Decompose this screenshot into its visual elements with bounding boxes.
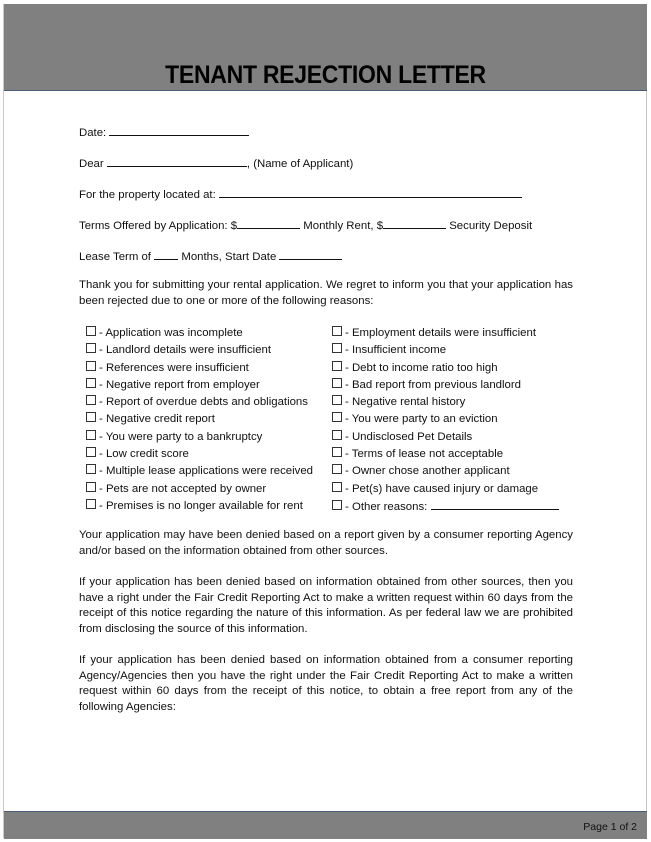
reason-label: - Pet(s) have caused injury or damage [345, 482, 539, 495]
paragraph-2: If your application has been denied based on information obtained from other sources, then you have a right under the Fair Credit Reporting Act to make a written request within 60 days from the receipt of this notice regarding the nature of this information. As per federal law we are prohibited from disclosing the source of this information. [79, 576, 573, 635]
checkbox[interactable] [86, 326, 96, 336]
reason-label: - Owner chose another applicant [345, 465, 510, 478]
reason-label: - Low credit score [99, 448, 189, 461]
start-date-field[interactable] [279, 248, 342, 260]
dear-suffix: , (Name of Applicant) [246, 158, 354, 170]
reason-label: - Negative credit report [99, 413, 215, 426]
footer-band [4, 811, 647, 839]
reason-item [332, 429, 559, 446]
checkbox[interactable] [332, 447, 342, 457]
reason-label: - Premises is no longer available for rent [99, 499, 303, 512]
checkbox[interactable] [332, 464, 342, 474]
checkbox[interactable] [86, 430, 96, 440]
reason-item [332, 463, 559, 480]
page-title: TENANT REJECTION LETTER [165, 61, 486, 89]
checkbox[interactable] [332, 482, 342, 492]
reason-label: - Multiple lease applications were received [99, 465, 313, 478]
terms-label: Terms Offered by Application: $ [79, 220, 238, 232]
reason-item [86, 446, 313, 463]
reason-item [86, 360, 313, 377]
checkbox[interactable] [332, 412, 342, 422]
reason-label: - Bad report from previous landlord [345, 378, 522, 391]
reason-label: - Pets are not accepted by owner [99, 482, 267, 495]
reason-label: - Employment details were insufficient [345, 327, 536, 339]
property-label: For the property located at: [79, 189, 216, 201]
checkbox[interactable] [86, 447, 96, 457]
reason-item [86, 429, 313, 446]
reason-label: - Application was incomplete [99, 327, 243, 339]
checkbox[interactable] [86, 499, 96, 509]
reason-item [332, 446, 559, 463]
date-line [79, 124, 249, 139]
lease-months-field[interactable] [154, 248, 178, 260]
checkbox[interactable] [332, 430, 342, 440]
checkbox[interactable] [86, 361, 96, 371]
monthly-rent-field[interactable] [237, 217, 300, 229]
checkbox[interactable] [86, 482, 96, 492]
dear-line [79, 155, 353, 170]
checkbox[interactable] [86, 412, 96, 422]
start-date-label: Months, Start Date [181, 251, 277, 263]
intro-paragraph: Thank you for submitting your rental application. We regret to inform you that your application has been rejected due to one or more of the following reasons: [79, 279, 573, 307]
lease-term-label: Lease Term of [79, 251, 151, 263]
reason-label: - You were party to a bankruptcy [99, 430, 263, 443]
reason-item [86, 481, 313, 498]
header-band [4, 4, 647, 91]
dear-label: Dear [79, 158, 104, 170]
lease-term-line [79, 248, 342, 263]
reason-label: - References were insufficient [99, 361, 249, 374]
checkbox[interactable] [332, 343, 342, 353]
checkbox[interactable] [332, 361, 342, 371]
security-deposit-field[interactable] [383, 217, 446, 229]
monthly-rent-label: Monthly Rent, $ [303, 220, 384, 232]
reason-item [86, 463, 313, 480]
reason-item [332, 325, 559, 342]
paragraph-1: Your application may have been denied based on a report given by a consumer reporting Agency and/or based on the information obtained from other sources. [79, 529, 573, 557]
reasons-right-column [332, 325, 559, 515]
reason-item [332, 377, 559, 394]
reason-label: - Negative rental history [345, 396, 466, 409]
reason-item [86, 325, 313, 342]
reason-label: - Landlord details were insufficient [99, 344, 272, 357]
date-field[interactable] [109, 124, 249, 136]
reason-label: - Terms of lease not acceptable [345, 448, 504, 461]
security-deposit-label: Security Deposit [449, 220, 533, 232]
reason-item [86, 498, 313, 515]
reason-item [86, 377, 313, 394]
checkbox[interactable] [86, 378, 96, 388]
reason-item [332, 360, 559, 377]
reasons-left-column [86, 325, 313, 515]
reason-item [332, 481, 559, 498]
reason-item [86, 394, 313, 411]
reason-label: - You were party to an eviction [345, 413, 498, 426]
checkbox[interactable] [332, 500, 342, 510]
date-label: Date: [79, 127, 107, 139]
checkbox[interactable] [86, 395, 96, 405]
paragraph-3: If your application has been denied based on information obtained from a consumer reporting Agency/Agencies then you have the right under the Fair Credit Reporting Act to make a written request within 60 days from the receipt of this notice, to obtain a free report from any of the following Agencies: [79, 654, 573, 713]
reason-label: - Report of overdue debts and obligations [99, 396, 308, 409]
reason-item [332, 411, 559, 428]
other-reasons-field[interactable] [431, 498, 559, 510]
applicant-name-field[interactable] [107, 155, 247, 167]
reason-label: - Undisclosed Pet Details [345, 430, 473, 443]
page-number: Page 1 of 2 [583, 821, 637, 833]
reason-item [86, 342, 313, 359]
terms-line [79, 217, 532, 232]
reason-item [332, 394, 559, 411]
property-line [79, 186, 522, 201]
reason-label: - Insufficient income [345, 344, 447, 357]
checkbox[interactable] [86, 464, 96, 474]
reason-label: - Other reasons: [345, 500, 428, 513]
reason-item [86, 411, 313, 428]
checkbox[interactable] [86, 343, 96, 353]
reason-label: - Negative report from employer [99, 378, 260, 391]
reason-item [332, 342, 559, 359]
property-field[interactable] [219, 186, 522, 198]
checkbox[interactable] [332, 326, 342, 336]
reason-label: - Debt to income ratio too high [345, 361, 498, 374]
checkbox[interactable] [332, 378, 342, 388]
reason-item [332, 498, 559, 515]
checkbox[interactable] [332, 395, 342, 405]
